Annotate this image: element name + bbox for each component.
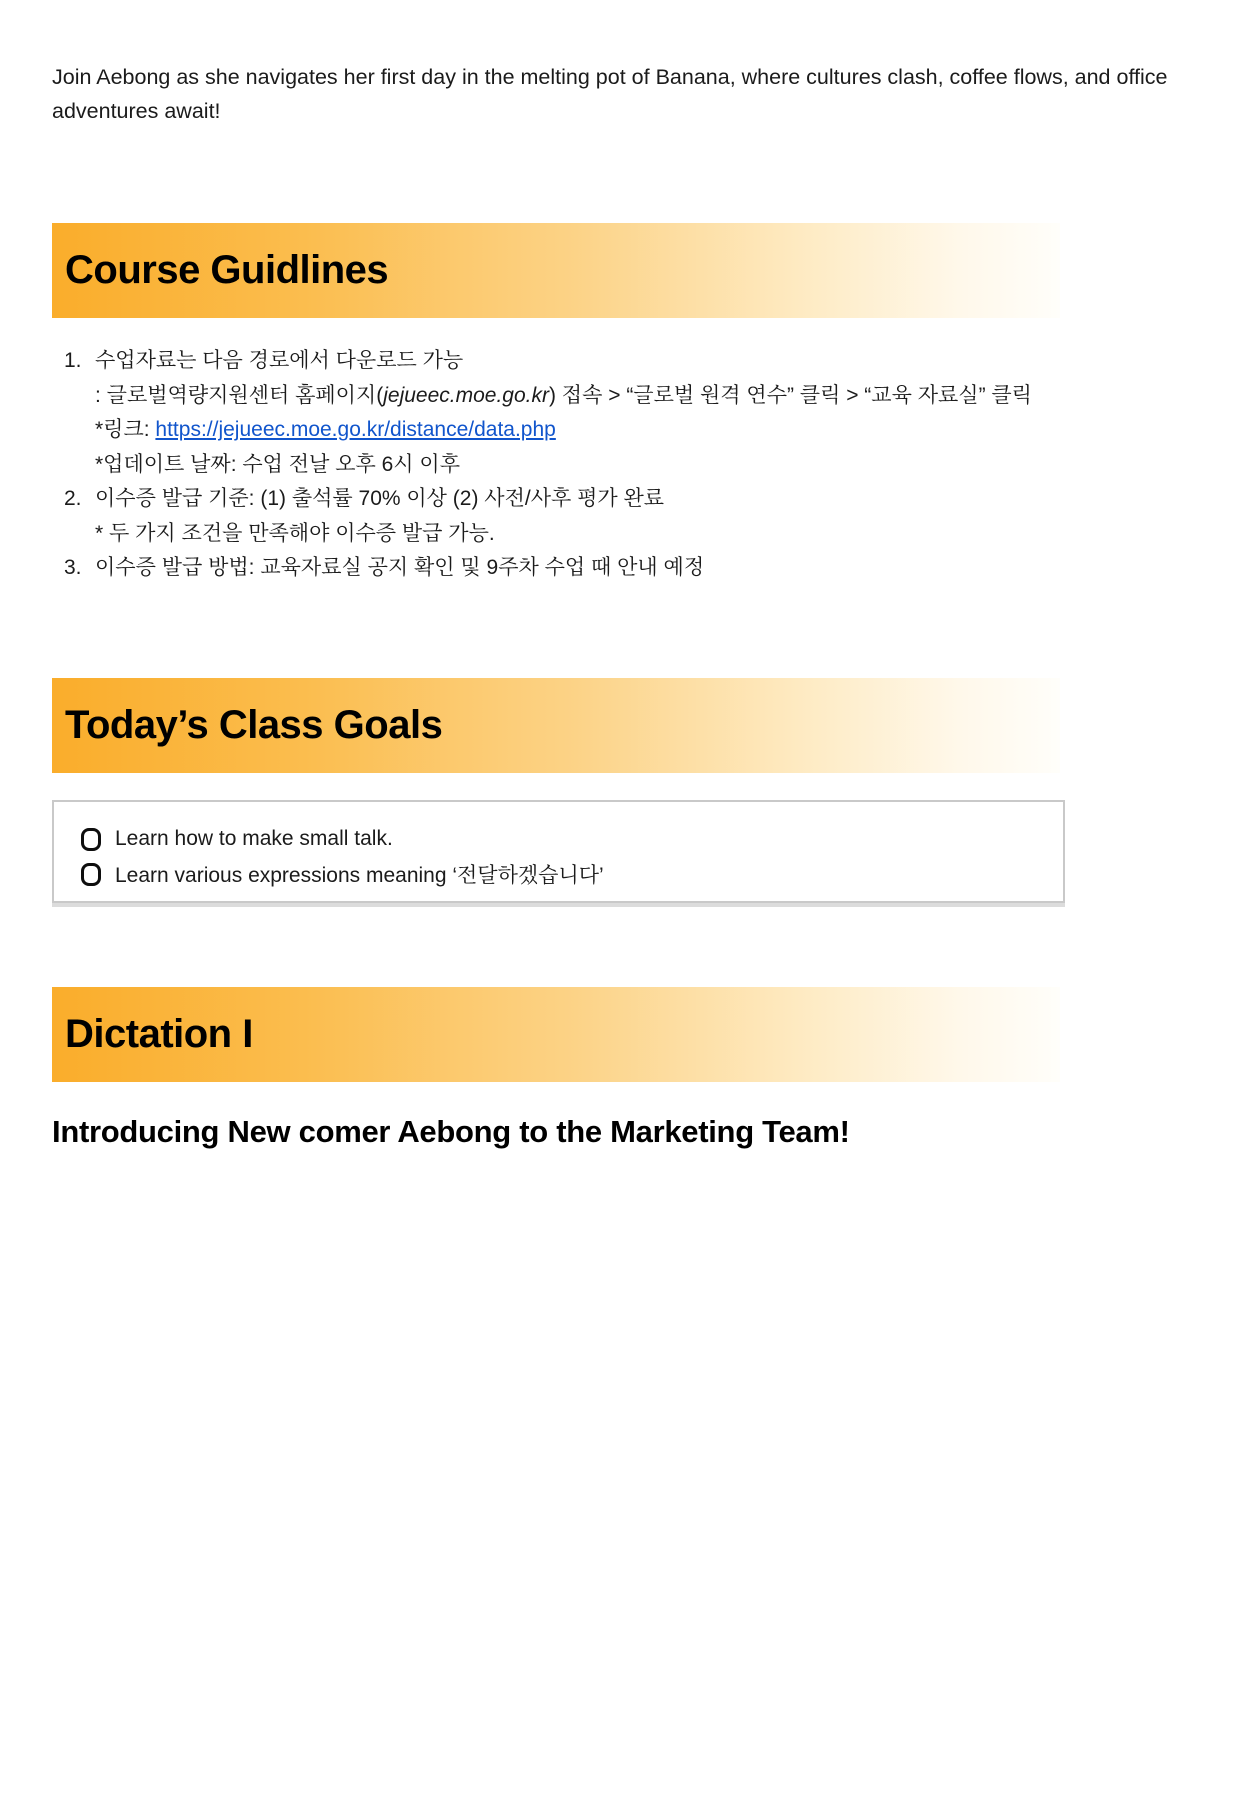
path-suffix: ) 접속 > “글로벌 원격 연수” 클릭 > “교육 자료실” 클릭 — [548, 383, 1032, 407]
list-number: 2. — [64, 487, 82, 510]
guideline-item-2 — [64, 482, 1064, 517]
goal-item-label: Learn various expressions meaning ‘전달하겠습니다’ — [115, 864, 604, 887]
list-number: 1. — [64, 349, 82, 372]
course-guidelines-header — [52, 223, 1060, 318]
guideline-item-1-update: *업데이트 날짜: 수업 전날 오후 6시 이후 — [95, 452, 460, 476]
class-goals-box — [52, 800, 1065, 903]
guideline-item-2-note: * 두 가지 조건을 만족해야 이수증 발급 가능. — [95, 521, 495, 545]
goal-item — [81, 857, 1063, 892]
course-guidelines-title: Course Guidlines — [65, 248, 389, 292]
guideline-item-1-link-line — [64, 413, 1064, 448]
materials-link[interactable]: https://jejueec.moe.go.kr/distance/data.php — [155, 418, 556, 441]
course-guidelines-list — [64, 344, 1064, 586]
checkbox-icon[interactable] — [81, 863, 101, 886]
worksheet-page — [0, 60, 1241, 1150]
dictation-title: Dictation I — [65, 1011, 253, 1056]
class-goals-header — [52, 678, 1060, 773]
path-prefix: : 글로벌역량지원센터 홈페이지( — [95, 383, 384, 407]
dictation-subtitle: Introducing New comer Aebong to the Marketing Team! — [52, 1113, 850, 1149]
class-goals-title: Today’s Class Goals — [65, 702, 443, 747]
guideline-item-1-path — [64, 379, 1064, 414]
link-label: *링크: — [95, 418, 156, 441]
path-domain: jejueec.moe.go.kr — [383, 383, 549, 407]
goal-item — [81, 822, 1063, 857]
list-number: 3. — [64, 556, 82, 579]
intro-paragraph: Join Aebong as she navigates her first day in the melting pot of Banana, where cultures clash, coffee flows, and office adventures await! — [52, 65, 1168, 123]
guideline-item-1 — [64, 344, 1064, 379]
guideline-item-3 — [64, 551, 1064, 586]
guideline-item-1-text: 수업자료는 다음 경로에서 다운로드 가능 — [95, 349, 464, 372]
guideline-item-2-text: 이수증 발급 기준: (1) 출석률 70% 이상 (2) 사전/사후 평가 완료 — [95, 487, 665, 510]
guideline-item-3-text: 이수증 발급 방법: 교육자료실 공지 확인 및 9주차 수업 때 안내 예정 — [95, 556, 705, 579]
goal-item-label: Learn how to make small talk. — [115, 827, 393, 850]
checkbox-icon[interactable] — [81, 828, 101, 851]
dictation-header — [52, 987, 1060, 1082]
